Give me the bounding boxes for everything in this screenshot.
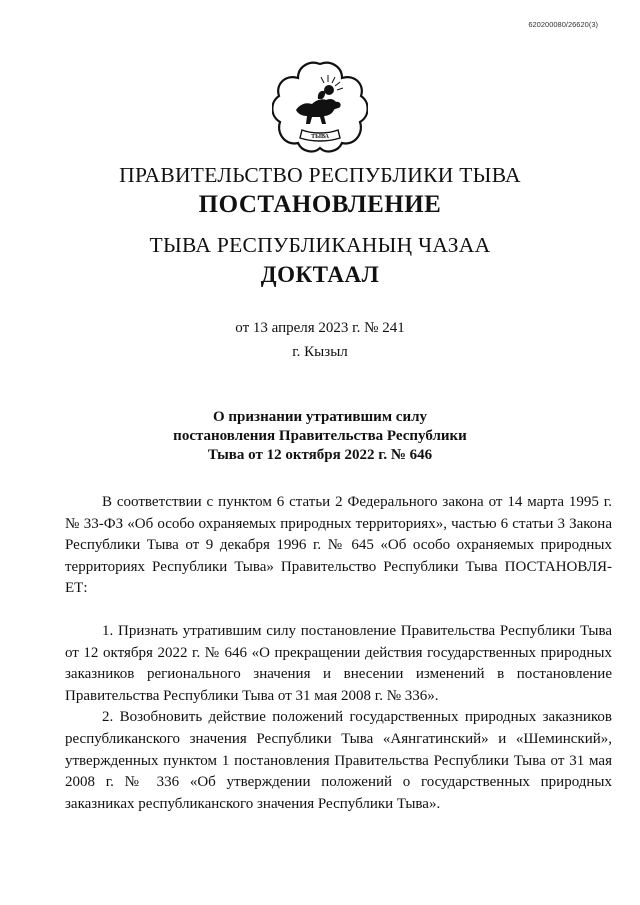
clause-1-paragraph: 1. Признать утратившим силу постановление Правительства Республики Тыва от 12 октября 2022 г. № 646 «О прекращении действия государственных природных заказников регионального значения и внесении изменений в постановление Правительства Республики Тыва от 31 мая 2008 г. № 336». xyxy=(65,622,612,704)
document-code: 620200080/26620(3) xyxy=(528,20,598,29)
document-type-ru: ПОСТАНОВЛЕНИЕ xyxy=(198,191,442,218)
document-city: г. Кызыл xyxy=(292,344,348,360)
government-title-ru: ПРАВИТЕЛЬСТВО РЕСПУБЛИКИ ТЫВА xyxy=(119,163,521,187)
government-title-tuv: ТЫВА РЕСПУБЛИКАНЫҢ ЧАЗАА xyxy=(149,233,491,257)
document-body xyxy=(65,492,612,815)
emblem-ribbon-text: ТЫВА xyxy=(311,134,329,140)
document-subject xyxy=(0,408,640,465)
document-date-number: от 13 апреля 2023 г. № 241 xyxy=(235,320,405,336)
document-type-tuv: ДОКТААЛ xyxy=(260,262,380,287)
preamble-paragraph: В соответствии с пунктом 6 статьи 2 Федерального закона от 14 марта 1995 г. № 33-ФЗ «Об особо охраняемых природных территориях», частью 6 статьи 3 Закона Республики Тыва от 9 декабря 1996 г. № 645 «Об особо охраняемых природных территориях Республики Тыва» Правительство Республики Тыва ПОСТАНОВЛЯ-ЕТ: xyxy=(65,494,612,597)
subject-line: О признании утратившим силу xyxy=(213,409,427,425)
clause-2-paragraph: 2. Возобновить действие положений государственных природных заказников республиканского значения Республики Тыва «Аянгатинский» и «Шеминский», утвержденных пунктом 1 постановления Правительства Республики Тыва от 31 мая 2008 г. № 336 «Об утверждении положений о государственных природных заказниках республиканского значения Республики Тыва». xyxy=(65,709,612,812)
subject-line: постановления Правительства Республики xyxy=(173,428,467,444)
coat-of-arms-emblem xyxy=(272,58,368,154)
subject-line: Тыва от 12 октября 2022 г. № 646 xyxy=(207,447,433,463)
